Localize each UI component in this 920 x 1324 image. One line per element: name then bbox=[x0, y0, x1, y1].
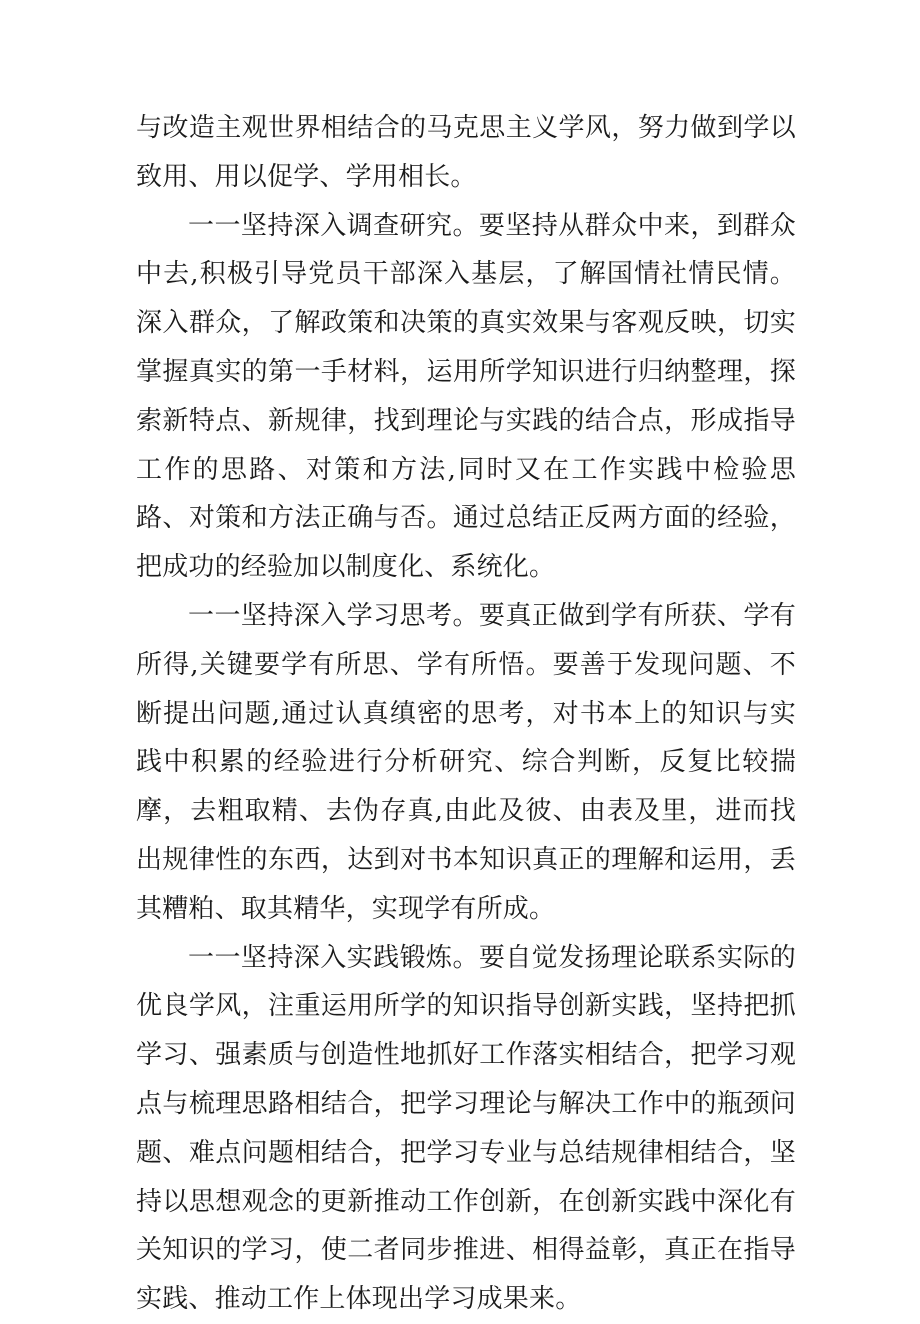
paragraph-investigation-research: 一一坚持深入调查研究。要坚持从群众中来，到群众中去,积极引导党员干部深入基层，了解国情社情民情。深入群众，了解政策和决策的真实效果与客观反映，切实掌握真实的第一手材料，运用所学知识进行归纳整理，探索新特点、新规律，找到理论与实践的结合点，形成指导工作的思路、对策和方法,同时又在工作实践中检验思路、对策和方法正确与否。通过总结正反两方面的经验，把成功的经验加以制度化、系统化。 bbox=[136, 210, 796, 583]
paragraph-study-thinking: 一一坚持深入学习思考。要真正做到学有所获、学有所得,关键要学有所思、学有所悟。要善于发现问题、不断提出问题,通过认真缜密的思考，对书本上的知识与实践中积累的经验进行分析研究、综合判断，反复比较揣摩，去粗取精、去伪存真,由此及彼、由表及里，进而找出规律性的东西，达到对书本知识真正的理解和运用，丢其糟粕、取其精华，实现学有所成。 bbox=[136, 600, 796, 924]
paragraph-intro: 与改造主观世界相结合的马克思主义学风，努力做到学以致用、用以促学、学用相长。 bbox=[136, 113, 796, 192]
document-body bbox=[136, 104, 796, 1324]
paragraph-practice-training: 一一坚持深入实践锻炼。要自觉发扬理论联系实际的优良学风，注重运用所学的知识指导创新实践，坚持把抓学习、强素质与创造性地抓好工作落实相结合，把学习观点与梳理思路相结合，把学习理论与解决工作中的瓶颈问题、难点问题相结合，把学习专业与总结规律相结合，坚持以思想观念的更新推动工作创新，在创新实践中深化有关知识的学习，使二者同步推进、相得益彰，真正在指导实践、推动工作上体现出学习成果来。 bbox=[136, 942, 796, 1315]
